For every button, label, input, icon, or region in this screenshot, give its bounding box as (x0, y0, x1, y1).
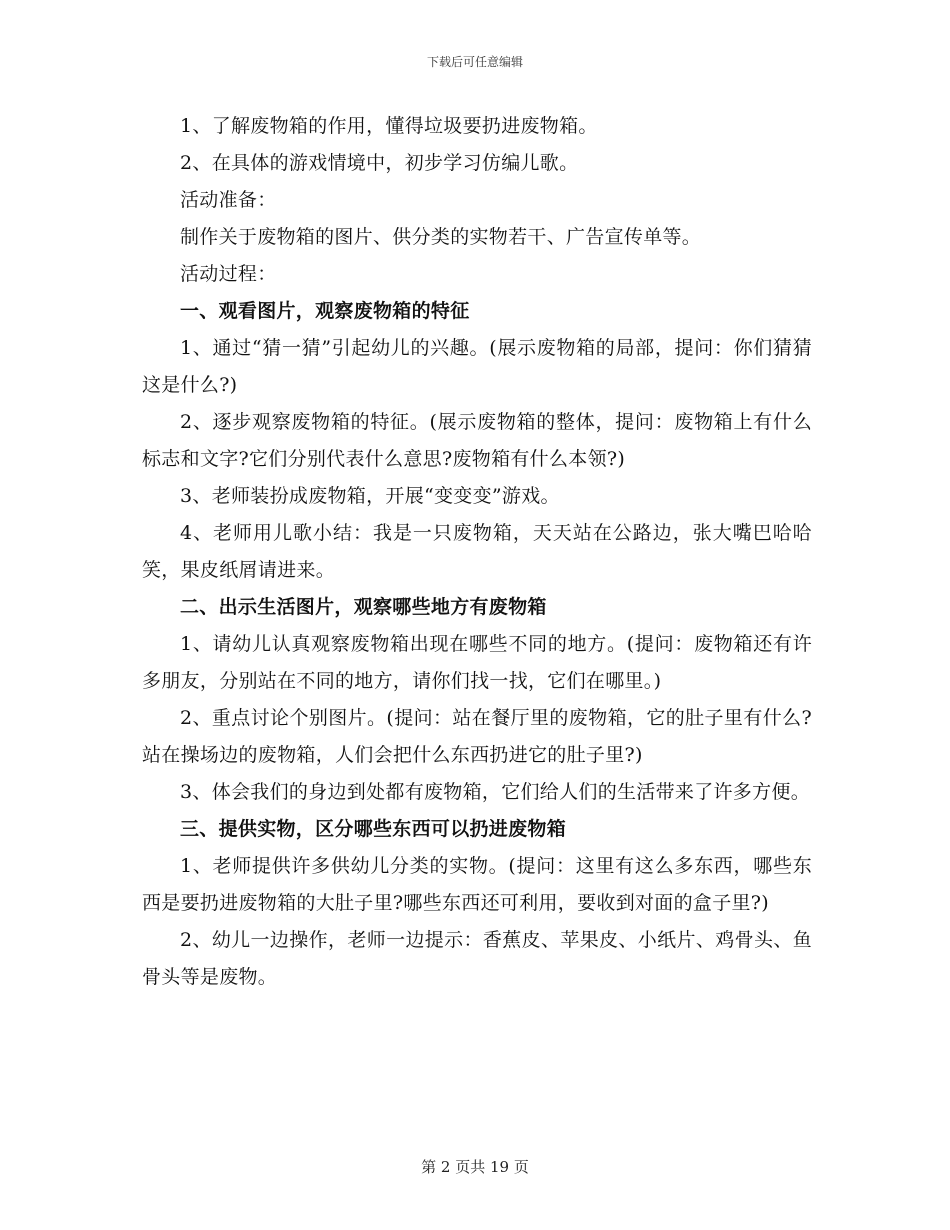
paragraph-2: 2、在具体的游戏情境中，初步学习仿编儿歌。 (180, 152, 579, 174)
paragraph-12: 3、体会我们的身边到处都有废物箱，它们给人们的生活带来了许多方便。 (180, 781, 810, 803)
paragraph-3: 活动准备： (180, 189, 277, 211)
page-number-footer: 第 2 页共 19 页 (421, 1158, 529, 1176)
document-body (142, 108, 812, 996)
paragraph-1: 1、了解废物箱的作用，懂得垃圾要扔进废物箱。 (180, 115, 598, 137)
paragraph-11: 2、重点讨论个别图片。(提问：站在餐厅里的废物箱，它的肚子里有什么?站在操场边的废物箱，人们会把什么东西扔进它的肚子里?) (142, 707, 812, 766)
paragraph-10: 1、请幼儿认真观察废物箱出现在哪些不同的地方。(提问：废物箱还有许多朋友，分别站在不同的地方，请你们找一找，它们在哪里。) (142, 633, 812, 692)
paragraph-14: 2、幼儿一边操作，老师一边提示：香蕉皮、苹果皮、小纸片、鸡骨头、鱼骨头等是废物。 (142, 929, 812, 988)
page-header-note: 下载后可任意编辑 (426, 55, 523, 69)
paragraph-13: 1、老师提供许多供幼儿分类的实物。(提问：这里有这么多东西，哪些东西是要扔进废物箱的大肚子里?哪些东西还可利用，要收到对面的盒子里?) (142, 855, 812, 914)
paragraph-6: 1、通过“猜一猜”引起幼儿的兴趣。(展示废物箱的局部，提问：你们猜猜这是什么?) (142, 337, 812, 396)
section-heading-2: 二、出示生活图片，观察哪些地方有废物箱 (180, 596, 547, 618)
paragraph-7: 2、逐步观察废物箱的特征。(展示废物箱的整体，提问：废物箱上有什么标志和文字?它们分别代表什么意思?废物箱有什么本领?) (142, 411, 812, 470)
paragraph-5: 活动过程： (180, 263, 277, 285)
section-heading-3: 三、提供实物，区分哪些东西可以扔进废物箱 (180, 818, 567, 840)
section-heading-1: 一、观看图片，观察废物箱的特征 (180, 300, 470, 322)
paragraph-4: 制作关于废物箱的图片、供分类的实物若干、广告宣传单等。 (180, 226, 702, 248)
paragraph-9: 4、老师用儿歌小结：我是一只废物箱，天天站在公路边，张大嘴巴哈哈笑，果皮纸屑请进来。 (142, 522, 812, 581)
paragraph-8: 3、老师装扮成废物箱，开展“变变变”游戏。 (180, 485, 560, 507)
